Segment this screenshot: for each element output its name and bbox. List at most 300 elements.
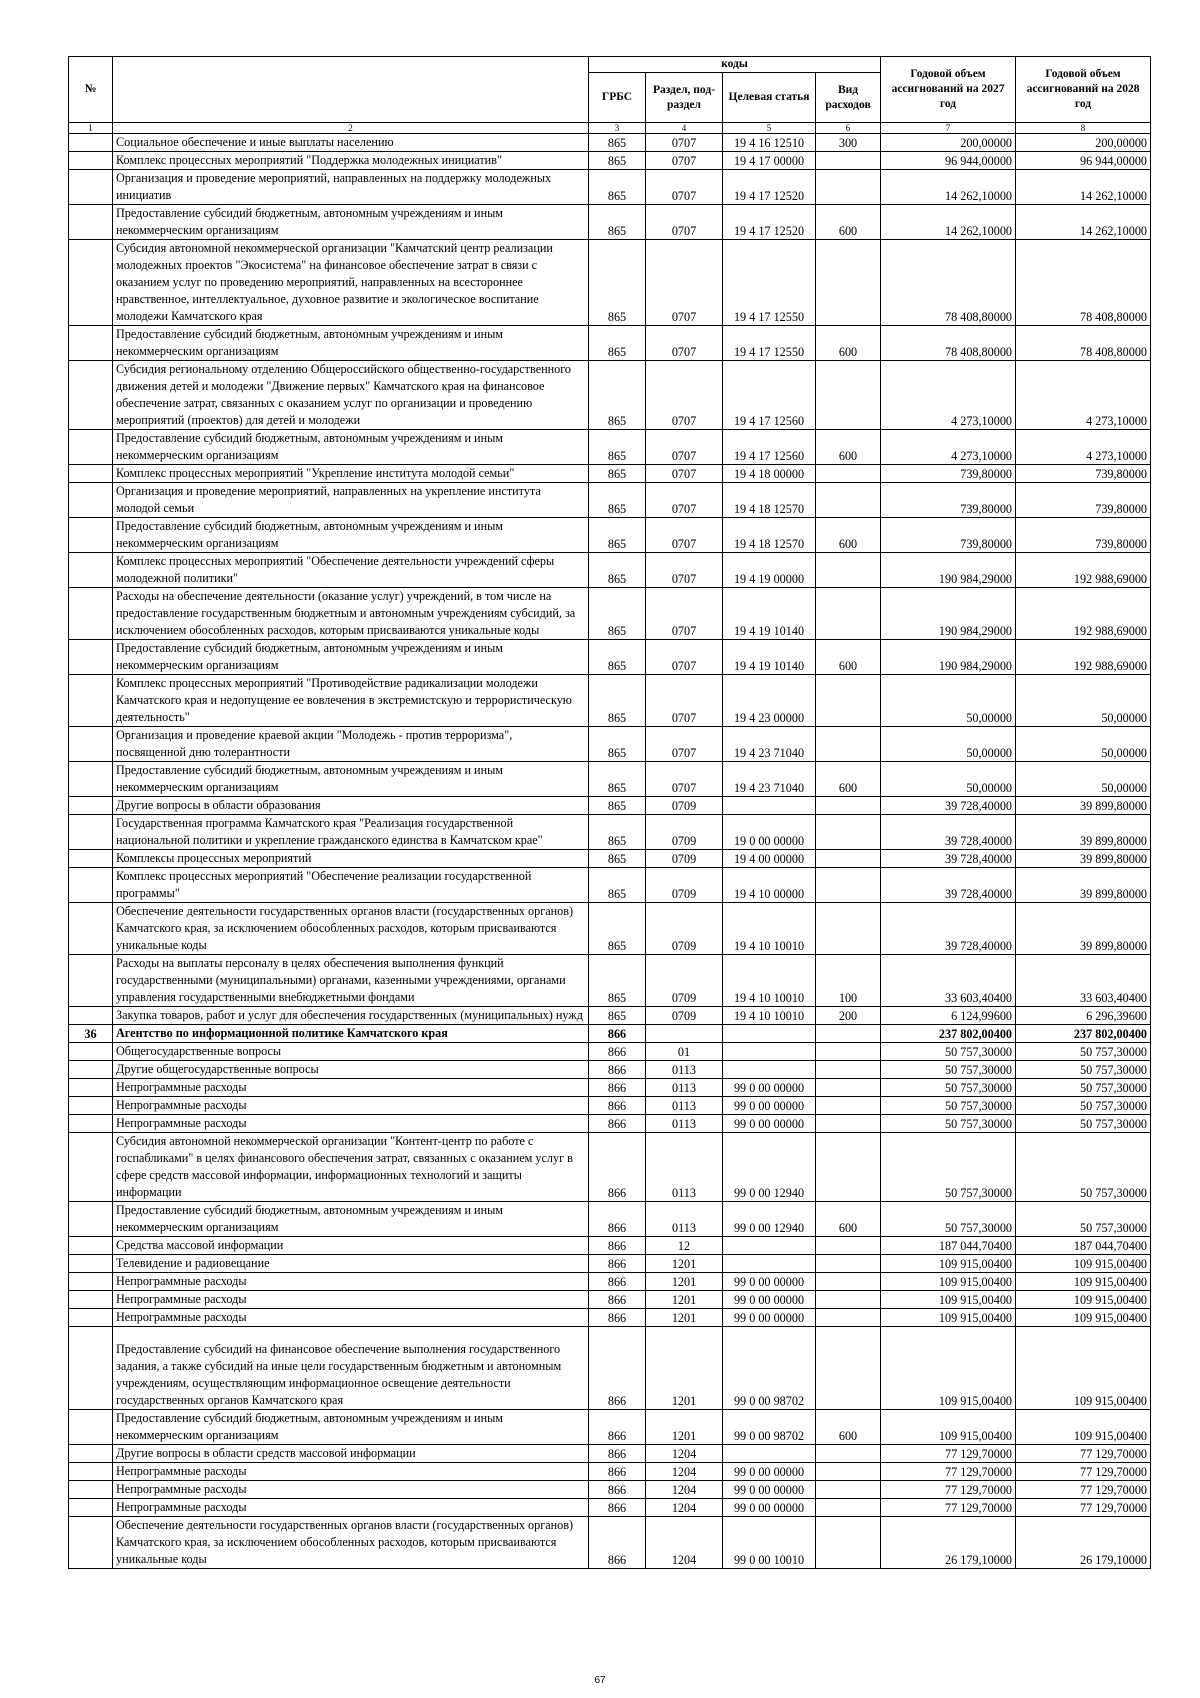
row-grbs: 866 xyxy=(589,1499,646,1517)
table-row xyxy=(69,465,1151,483)
column-number: 4 xyxy=(646,123,723,134)
row-razdel: 0707 xyxy=(646,361,723,430)
table-row xyxy=(69,240,1151,326)
row-number xyxy=(69,134,113,152)
row-tselevaya: 19 4 18 12570 xyxy=(723,483,816,518)
row-amount-2028: 4 273,10000 xyxy=(1016,430,1151,465)
row-amount-2027: 39 728,40000 xyxy=(881,815,1016,850)
row-razdel: 1204 xyxy=(646,1463,723,1481)
table-row xyxy=(69,762,1151,797)
row-tselevaya: 19 4 19 10140 xyxy=(723,640,816,675)
row-razdel: 0707 xyxy=(646,465,723,483)
row-tselevaya: 99 0 00 00000 xyxy=(723,1309,816,1327)
row-amount-2027: 50 757,30000 xyxy=(881,1097,1016,1115)
row-grbs: 865 xyxy=(589,483,646,518)
row-amount-2027: 77 129,70000 xyxy=(881,1499,1016,1517)
row-amount-2027: 50 757,30000 xyxy=(881,1202,1016,1237)
row-razdel: 0707 xyxy=(646,430,723,465)
row-grbs: 865 xyxy=(589,240,646,326)
row-name: Предоставление субсидий бюджетным, автономным учреждениям и иным некоммерческим организациям xyxy=(113,1410,589,1445)
row-razdel: 1201 xyxy=(646,1309,723,1327)
table-row xyxy=(69,588,1151,640)
row-number xyxy=(69,1115,113,1133)
row-vid xyxy=(816,1291,881,1309)
row-name: Общегосударственные вопросы xyxy=(113,1043,589,1061)
row-number xyxy=(69,1061,113,1079)
row-amount-2027: 109 915,00400 xyxy=(881,1255,1016,1273)
row-amount-2027: 190 984,29000 xyxy=(881,553,1016,588)
row-grbs: 865 xyxy=(589,815,646,850)
row-amount-2028: 6 296,39600 xyxy=(1016,1007,1151,1025)
row-tselevaya: 19 4 19 00000 xyxy=(723,553,816,588)
row-tselevaya: 99 0 00 00000 xyxy=(723,1079,816,1097)
row-amount-2028: 26 179,10000 xyxy=(1016,1517,1151,1569)
row-vid xyxy=(816,483,881,518)
row-grbs: 866 xyxy=(589,1327,646,1410)
row-amount-2027: 109 915,00400 xyxy=(881,1410,1016,1445)
row-razdel: 1201 xyxy=(646,1273,723,1291)
row-tselevaya xyxy=(723,1255,816,1273)
row-tselevaya: 99 0 00 10010 xyxy=(723,1517,816,1569)
row-grbs: 865 xyxy=(589,1007,646,1025)
col-header-grbs: ГРБС xyxy=(589,73,646,123)
row-amount-2027: 50,00000 xyxy=(881,675,1016,727)
row-amount-2027: 77 129,70000 xyxy=(881,1445,1016,1463)
row-grbs: 866 xyxy=(589,1237,646,1255)
row-amount-2028: 739,80000 xyxy=(1016,483,1151,518)
row-name: Комплекс процессных мероприятий "Противодействие радикализации молодежи Камчатского края и недопущение ее вовлечения в экстремистскую и террористическую деятельность" xyxy=(113,675,589,727)
row-grbs: 865 xyxy=(589,553,646,588)
row-number xyxy=(69,152,113,170)
row-grbs: 865 xyxy=(589,955,646,1007)
row-tselevaya xyxy=(723,1237,816,1255)
row-amount-2027: 200,00000 xyxy=(881,134,1016,152)
row-vid: 600 xyxy=(816,1202,881,1237)
row-amount-2027: 50,00000 xyxy=(881,762,1016,797)
row-name: Организация и проведение мероприятий, направленных на поддержку молодежных инициатив xyxy=(113,170,589,205)
row-tselevaya xyxy=(723,1025,816,1043)
row-number xyxy=(69,955,113,1007)
row-grbs: 866 xyxy=(589,1079,646,1097)
table-row xyxy=(69,1291,1151,1309)
row-tselevaya xyxy=(723,1061,816,1079)
row-tselevaya: 99 0 00 00000 xyxy=(723,1481,816,1499)
row-vid xyxy=(816,850,881,868)
row-amount-2028: 739,80000 xyxy=(1016,465,1151,483)
row-amount-2028: 109 915,00400 xyxy=(1016,1309,1151,1327)
row-number xyxy=(69,1007,113,1025)
table-row xyxy=(69,955,1151,1007)
row-grbs: 865 xyxy=(589,170,646,205)
row-amount-2028: 109 915,00400 xyxy=(1016,1255,1151,1273)
row-name: Непрограммные расходы xyxy=(113,1115,589,1133)
table-row xyxy=(69,850,1151,868)
row-tselevaya: 19 0 00 00000 xyxy=(723,815,816,850)
table-row xyxy=(69,903,1151,955)
row-amount-2027: 39 728,40000 xyxy=(881,903,1016,955)
row-grbs: 866 xyxy=(589,1097,646,1115)
row-vid: 600 xyxy=(816,762,881,797)
row-tselevaya xyxy=(723,1445,816,1463)
row-grbs: 865 xyxy=(589,518,646,553)
table-row xyxy=(69,1327,1151,1410)
row-razdel: 01 xyxy=(646,1043,723,1061)
table-row xyxy=(69,1309,1151,1327)
row-number xyxy=(69,868,113,903)
row-razdel: 0707 xyxy=(646,727,723,762)
page-number: 67 xyxy=(594,1675,606,1686)
row-name: Другие вопросы в области образования xyxy=(113,797,589,815)
table-row xyxy=(69,1061,1151,1079)
row-number xyxy=(69,1309,113,1327)
row-amount-2028: 14 262,10000 xyxy=(1016,205,1151,240)
col-header-tselevaya: Целевая статья xyxy=(723,73,816,123)
row-number xyxy=(69,1463,113,1481)
row-amount-2028: 39 899,80000 xyxy=(1016,868,1151,903)
row-razdel: 0707 xyxy=(646,134,723,152)
row-razdel: 12 xyxy=(646,1237,723,1255)
row-grbs: 866 xyxy=(589,1481,646,1499)
row-razdel: 1201 xyxy=(646,1410,723,1445)
row-vid xyxy=(816,903,881,955)
row-number xyxy=(69,1327,113,1410)
row-amount-2027: 109 915,00400 xyxy=(881,1273,1016,1291)
row-tselevaya: 19 4 17 00000 xyxy=(723,152,816,170)
row-vid: 600 xyxy=(816,326,881,361)
row-number xyxy=(69,1410,113,1445)
row-amount-2028: 50 757,30000 xyxy=(1016,1202,1151,1237)
row-tselevaya: 19 4 10 00000 xyxy=(723,868,816,903)
row-grbs: 866 xyxy=(589,1255,646,1273)
row-number xyxy=(69,430,113,465)
row-amount-2027: 77 129,70000 xyxy=(881,1481,1016,1499)
row-amount-2028: 50 757,30000 xyxy=(1016,1097,1151,1115)
row-razdel: 0709 xyxy=(646,815,723,850)
row-amount-2028: 4 273,10000 xyxy=(1016,361,1151,430)
row-amount-2027: 50,00000 xyxy=(881,727,1016,762)
row-name: Организация и проведение мероприятий, направленных на укрепление института молодой семьи xyxy=(113,483,589,518)
table-row xyxy=(69,1115,1151,1133)
row-amount-2028: 109 915,00400 xyxy=(1016,1273,1151,1291)
row-amount-2027: 739,80000 xyxy=(881,518,1016,553)
row-grbs: 865 xyxy=(589,430,646,465)
row-razdel: 0707 xyxy=(646,640,723,675)
row-vid xyxy=(816,1061,881,1079)
row-amount-2027: 4 273,10000 xyxy=(881,430,1016,465)
row-tselevaya: 99 0 00 00000 xyxy=(723,1097,816,1115)
row-number xyxy=(69,640,113,675)
column-number-row xyxy=(69,123,1151,134)
row-name: Субсидия автономной некоммерческой организации "Камчатский центр реализации молодежных проектов "Экосистема" на финансовое обеспечение затрат в связи с оказанием услуг по проведению мероприятий, направленных на всестороннее нравственное, интеллектуальное, духовное развитие и экологическое воспитание молодежи Камчатского края xyxy=(113,240,589,326)
col-header-vid: Вид расходов xyxy=(816,73,881,123)
row-tselevaya: 19 4 00 00000 xyxy=(723,850,816,868)
row-name: Субсидия автономной некоммерческой организации "Контент-центр по работе с госпабликами" в целях финансового обеспечения затрат, связанных с оказанием услуг в сфере средств массовой информации, информационных технологий и защиты информации xyxy=(113,1133,589,1202)
row-grbs: 866 xyxy=(589,1273,646,1291)
row-name: Обеспечение деятельности государственных органов власти (государственных органов) Камчатского края, за исключением обособленных расходов, которым присваиваются уникальные коды xyxy=(113,903,589,955)
table-row xyxy=(69,483,1151,518)
row-grbs: 866 xyxy=(589,1309,646,1327)
row-amount-2027: 109 915,00400 xyxy=(881,1327,1016,1410)
row-grbs: 866 xyxy=(589,1463,646,1481)
row-number xyxy=(69,1043,113,1061)
row-number xyxy=(69,1202,113,1237)
row-number xyxy=(69,1291,113,1309)
row-tselevaya: 99 0 00 00000 xyxy=(723,1463,816,1481)
row-name: Комплекс процессных мероприятий "Обеспечение деятельности учреждений сферы молодежной политики" xyxy=(113,553,589,588)
row-vid xyxy=(816,1115,881,1133)
table-row xyxy=(69,1237,1151,1255)
row-name: Социальное обеспечение и иные выплаты населению xyxy=(113,134,589,152)
row-number xyxy=(69,1237,113,1255)
row-razdel xyxy=(646,1025,723,1043)
row-vid xyxy=(816,1255,881,1273)
row-number: 36 xyxy=(69,1025,113,1043)
row-name: Непрограммные расходы xyxy=(113,1499,589,1517)
row-amount-2028: 50 757,30000 xyxy=(1016,1061,1151,1079)
row-amount-2027: 109 915,00400 xyxy=(881,1291,1016,1309)
row-name: Расходы на выплаты персоналу в целях обеспечения выполнения функций государственными (муниципальными) органами, казенными учреждениями, органами управления государственными внебюджетными фондами xyxy=(113,955,589,1007)
table-row xyxy=(69,205,1151,240)
row-tselevaya: 19 4 16 12510 xyxy=(723,134,816,152)
row-number xyxy=(69,675,113,727)
row-name: Предоставление субсидий бюджетным, автономным учреждениям и иным некоммерческим организациям xyxy=(113,518,589,553)
row-tselevaya: 19 4 17 12550 xyxy=(723,326,816,361)
table-body xyxy=(69,134,1151,1569)
row-tselevaya: 99 0 00 00000 xyxy=(723,1273,816,1291)
row-name: Закупка товаров, работ и услуг для обеспечения государственных (муниципальных) нужд xyxy=(113,1007,589,1025)
row-amount-2028: 77 129,70000 xyxy=(1016,1445,1151,1463)
row-name: Непрограммные расходы xyxy=(113,1463,589,1481)
row-razdel: 0113 xyxy=(646,1079,723,1097)
row-grbs: 865 xyxy=(589,850,646,868)
table-row xyxy=(69,152,1151,170)
row-razdel: 1201 xyxy=(646,1291,723,1309)
row-vid xyxy=(816,1097,881,1115)
row-amount-2028: 39 899,80000 xyxy=(1016,903,1151,955)
row-razdel: 1204 xyxy=(646,1481,723,1499)
row-razdel: 0113 xyxy=(646,1133,723,1202)
row-number xyxy=(69,588,113,640)
row-razdel: 0709 xyxy=(646,868,723,903)
row-grbs: 865 xyxy=(589,640,646,675)
row-name: Комплекс процессных мероприятий "Укрепление института молодой семьи" xyxy=(113,465,589,483)
row-razdel: 0113 xyxy=(646,1061,723,1079)
row-tselevaya: 99 0 00 98702 xyxy=(723,1327,816,1410)
row-amount-2027: 739,80000 xyxy=(881,483,1016,518)
row-name: Обеспечение деятельности государственных органов власти (государственных органов) Камчатского края, за исключением обособленных расходов, которым присваиваются уникальные коды xyxy=(113,1517,589,1569)
row-razdel: 0707 xyxy=(646,553,723,588)
row-vid xyxy=(816,1025,881,1043)
row-vid xyxy=(816,1133,881,1202)
row-razdel: 0709 xyxy=(646,850,723,868)
table-row xyxy=(69,797,1151,815)
row-number xyxy=(69,240,113,326)
row-vid xyxy=(816,1463,881,1481)
row-amount-2027: 96 944,00000 xyxy=(881,152,1016,170)
row-number xyxy=(69,1481,113,1499)
row-vid xyxy=(816,1499,881,1517)
row-razdel: 0113 xyxy=(646,1115,723,1133)
budget-table-sheet xyxy=(68,56,1150,1569)
row-amount-2028: 96 944,00000 xyxy=(1016,152,1151,170)
row-number xyxy=(69,727,113,762)
row-vid xyxy=(816,1043,881,1061)
row-name: Комплексы процессных мероприятий xyxy=(113,850,589,868)
row-name: Предоставление субсидий бюджетным, автономным учреждениям и иным некоммерческим организациям xyxy=(113,762,589,797)
row-tselevaya: 19 4 17 12550 xyxy=(723,240,816,326)
table-row xyxy=(69,1255,1151,1273)
row-amount-2027: 187 044,70400 xyxy=(881,1237,1016,1255)
row-name: Телевидение и радиовещание xyxy=(113,1255,589,1273)
col-header-number: № xyxy=(69,57,113,123)
row-amount-2028: 50,00000 xyxy=(1016,675,1151,727)
row-grbs: 865 xyxy=(589,868,646,903)
row-grbs: 866 xyxy=(589,1445,646,1463)
row-vid: 600 xyxy=(816,1410,881,1445)
row-razdel: 0707 xyxy=(646,240,723,326)
row-razdel: 0709 xyxy=(646,1007,723,1025)
row-grbs: 865 xyxy=(589,361,646,430)
row-grbs: 865 xyxy=(589,588,646,640)
table-row xyxy=(69,1517,1151,1569)
row-amount-2028: 237 802,00400 xyxy=(1016,1025,1151,1043)
row-vid: 600 xyxy=(816,430,881,465)
row-amount-2028: 77 129,70000 xyxy=(1016,1499,1151,1517)
row-amount-2027: 14 262,10000 xyxy=(881,205,1016,240)
row-grbs: 865 xyxy=(589,465,646,483)
row-name: Непрограммные расходы xyxy=(113,1291,589,1309)
row-grbs: 866 xyxy=(589,1291,646,1309)
row-vid: 600 xyxy=(816,205,881,240)
row-amount-2027: 4 273,10000 xyxy=(881,361,1016,430)
row-vid xyxy=(816,797,881,815)
row-tselevaya: 99 0 00 12940 xyxy=(723,1202,816,1237)
row-vid: 600 xyxy=(816,518,881,553)
row-number xyxy=(69,762,113,797)
row-amount-2028: 109 915,00400 xyxy=(1016,1327,1151,1410)
row-name: Непрограммные расходы xyxy=(113,1309,589,1327)
row-grbs: 865 xyxy=(589,903,646,955)
row-amount-2028: 192 988,69000 xyxy=(1016,640,1151,675)
row-amount-2027: 50 757,30000 xyxy=(881,1079,1016,1097)
row-grbs: 866 xyxy=(589,1410,646,1445)
row-amount-2027: 190 984,29000 xyxy=(881,640,1016,675)
row-number xyxy=(69,170,113,205)
row-amount-2027: 50 757,30000 xyxy=(881,1061,1016,1079)
col-header-2027: Годовой объем ассигнований на 2027 год xyxy=(881,57,1016,123)
row-number xyxy=(69,1133,113,1202)
row-tselevaya: 19 4 17 12560 xyxy=(723,430,816,465)
row-vid: 600 xyxy=(816,640,881,675)
row-tselevaya: 99 0 00 00000 xyxy=(723,1115,816,1133)
row-vid xyxy=(816,588,881,640)
row-name: Предоставление субсидий бюджетным, автономным учреждениям и иным некоммерческим организациям xyxy=(113,1202,589,1237)
table-row xyxy=(69,640,1151,675)
row-vid xyxy=(816,675,881,727)
row-number xyxy=(69,1517,113,1569)
row-amount-2028: 109 915,00400 xyxy=(1016,1410,1151,1445)
row-razdel: 1201 xyxy=(646,1255,723,1273)
row-name: Организация и проведение краевой акции "Молодежь - против терроризма", посвященной дню толерантности xyxy=(113,727,589,762)
col-header-name xyxy=(113,57,589,123)
row-razdel: 0707 xyxy=(646,152,723,170)
row-name: Расходы на обеспечение деятельности (оказание услуг) учреждений, в том числе на предоставление государственным бюджетным и автономным учреждениям субсидий, за исключением обособленных расходов, которым присваиваются уникальные коды xyxy=(113,588,589,640)
row-amount-2028: 39 899,80000 xyxy=(1016,850,1151,868)
row-amount-2027: 39 728,40000 xyxy=(881,868,1016,903)
table-row xyxy=(69,326,1151,361)
table-row xyxy=(69,361,1151,430)
budget-table xyxy=(68,56,1151,1569)
row-vid xyxy=(816,1481,881,1499)
row-name: Комплекс процессных мероприятий "Обеспечение реализации государственной программы" xyxy=(113,868,589,903)
row-tselevaya: 19 4 10 10010 xyxy=(723,1007,816,1025)
col-header-codes: коды xyxy=(589,57,881,73)
row-vid xyxy=(816,868,881,903)
row-name: Комплекс процессных мероприятий "Поддержка молодежных инициатив" xyxy=(113,152,589,170)
row-amount-2027: 39 728,40000 xyxy=(881,850,1016,868)
column-number: 6 xyxy=(816,123,881,134)
row-amount-2027: 33 603,40400 xyxy=(881,955,1016,1007)
row-amount-2028: 200,00000 xyxy=(1016,134,1151,152)
row-vid xyxy=(816,361,881,430)
table-row xyxy=(69,1133,1151,1202)
row-tselevaya: 19 4 17 12520 xyxy=(723,170,816,205)
row-vid xyxy=(816,152,881,170)
row-razdel: 0113 xyxy=(646,1202,723,1237)
table-row xyxy=(69,518,1151,553)
row-amount-2027: 77 129,70000 xyxy=(881,1463,1016,1481)
row-amount-2028: 50 757,30000 xyxy=(1016,1115,1151,1133)
row-name: Предоставление субсидий на финансовое обеспечение выполнения государственного задания, а также субсидий на иные цели государственным бюджетным и автономным учреждениям, осуществляющим информационное освещение деятельности государственных органов Камчатского края xyxy=(113,1327,589,1410)
row-name: Другие вопросы в области средств массовой информации xyxy=(113,1445,589,1463)
row-amount-2027: 78 408,80000 xyxy=(881,326,1016,361)
row-razdel: 1204 xyxy=(646,1445,723,1463)
row-number xyxy=(69,1097,113,1115)
row-vid xyxy=(816,727,881,762)
row-name: Непрограммные расходы xyxy=(113,1273,589,1291)
table-row xyxy=(69,1025,1151,1043)
row-number xyxy=(69,850,113,868)
row-grbs: 866 xyxy=(589,1115,646,1133)
row-amount-2027: 237 802,00400 xyxy=(881,1025,1016,1043)
row-amount-2028: 77 129,70000 xyxy=(1016,1481,1151,1499)
table-row xyxy=(69,1463,1151,1481)
row-amount-2027: 50 757,30000 xyxy=(881,1043,1016,1061)
row-grbs: 865 xyxy=(589,205,646,240)
row-name: Агентство по информационной политике Камчатского края xyxy=(113,1025,589,1043)
row-amount-2028: 50,00000 xyxy=(1016,762,1151,797)
table-row xyxy=(69,1097,1151,1115)
column-number: 5 xyxy=(723,123,816,134)
row-vid xyxy=(816,170,881,205)
row-grbs: 866 xyxy=(589,1133,646,1202)
row-amount-2028: 187 044,70400 xyxy=(1016,1237,1151,1255)
table-row xyxy=(69,1499,1151,1517)
row-vid xyxy=(816,1273,881,1291)
row-grbs: 865 xyxy=(589,675,646,727)
table-row xyxy=(69,815,1151,850)
row-amount-2027: 78 408,80000 xyxy=(881,240,1016,326)
row-razdel: 0707 xyxy=(646,483,723,518)
row-razdel: 0707 xyxy=(646,588,723,640)
row-amount-2028: 14 262,10000 xyxy=(1016,170,1151,205)
row-grbs: 866 xyxy=(589,1202,646,1237)
row-vid: 300 xyxy=(816,134,881,152)
row-amount-2028: 33 603,40400 xyxy=(1016,955,1151,1007)
row-vid xyxy=(816,1237,881,1255)
row-tselevaya: 19 4 19 10140 xyxy=(723,588,816,640)
row-amount-2027: 109 915,00400 xyxy=(881,1309,1016,1327)
